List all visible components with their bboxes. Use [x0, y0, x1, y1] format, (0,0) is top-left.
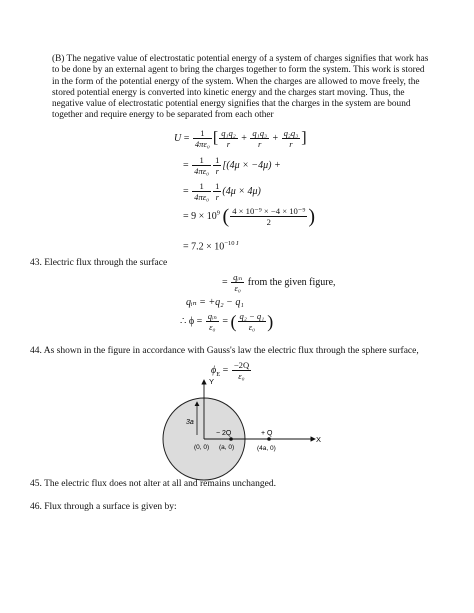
question-45-text: 45. The electric flux does not alter at all and remains unchanged.: [30, 479, 276, 489]
from-figure-text: from the given figure,: [247, 276, 336, 288]
answer-b-line: together and require energy to be separated from each other: [52, 110, 274, 121]
charge-outside-label: + Q: [261, 430, 273, 437]
energy-eq-line-4: = $9 \times 10^9$ ( $\frac{\text{4 × 10⁻⁹ × −4 × 10⁻⁹}}{2}$ ): [183, 205, 315, 228]
term-q1q3: $\frac{\text{q₁q₃}}{r}$: [252, 128, 267, 149]
charge-inside-label: − 2Q: [216, 430, 232, 437]
coulomb-constant-fraction: $\frac{1}{\text{4πε₀}}$: [194, 128, 210, 149]
energy-eq-line-5: = $7.2 \times 10^{-10 J}$: [183, 240, 239, 253]
flux-definition: = $\frac{\text{qᵢₙ}}{\text{ε₀}}$ from the given figure,: [222, 272, 336, 293]
equals-sign: =: [183, 132, 190, 144]
point-a-label: (a, 0): [219, 444, 235, 451]
energy-eq-line-2: = $\frac{1}{\text{4πε₀}}$ $\frac{1}{r}$ [(4μ × −4μ) +: [183, 155, 281, 176]
answer-b-line: stored potential energy is converted into kinetic energy and the charges start moving. Thus, the: [52, 87, 405, 98]
energy-result: = 7.2 × 10: [183, 241, 225, 253]
charge-enclosed-line: qᵢₙ = +q₂ − q₁: [186, 297, 244, 308]
term-q2q3: $\frac{\text{q₂q₃}}{r}$: [283, 128, 299, 149]
answer-b-line: (B) The negative value of electrostatic potential energy of a system of charges signifies that work has: [52, 54, 429, 64]
radius-label: 3a: [186, 419, 194, 426]
flux-result-line: ∴ ϕ = $\frac{\text{qᵢₙ}}{\text{ε₀}}$ = ( $\frac{\text{q₂ − q₁}}{\text{ε₀}}$ ): [180, 311, 274, 332]
bracket-expression: [(4μ × −4μ) +: [222, 159, 281, 171]
question-44-heading: 44. As shown in the figure in accordance with Gauss's law the electric flux through the sphere surface,: [30, 346, 419, 356]
energy-symbol: U: [174, 132, 182, 144]
charge-plus-q-point: [267, 437, 271, 441]
question-46-text: 46. Flux through a surface is given by:: [30, 502, 177, 512]
answer-b-line: in the form of the potential energy of the system. When the charges are allowed to move freely, the: [52, 76, 420, 87]
y-axis-label: Y: [209, 377, 215, 386]
answer-b-paragraph: [52, 54, 440, 122]
numerator-value: 4 × 10⁻⁹ × −4 × 10⁻⁹: [232, 206, 306, 216]
charge-minus-2q-point: [229, 437, 233, 441]
origin-label: (0, 0): [194, 444, 210, 451]
question-43-heading: 43. Electric flux through the surface: [30, 258, 168, 268]
gauss-sphere-figure: [150, 375, 330, 485]
paren-expression: (4μ × 4μ): [222, 185, 261, 197]
x-axis-label: X: [316, 435, 322, 444]
energy-eq-line-3: = $\frac{1}{\text{4πε₀}}$ $\frac{1}{r}$ (4μ × 4μ): [183, 181, 261, 202]
energy-eq-line-1: U = $\frac{1}{\text{4πε₀}}$ [ $\frac{\text{q₁q₂}}{r}$ + $\frac{\text{q₁q₃}}{r}$ + $\frac{\text{q₂q₃}}{r}$ ]: [174, 128, 307, 149]
point-4a-label: (4a, 0): [257, 445, 276, 452]
answer-b-line: negative value of electrostatic potential energy signifies that the charges in the system are bound: [52, 99, 411, 110]
answer-b-line: to be done by an external agent to bring the charges together to form the system. This work is stored: [52, 65, 425, 76]
gauss-law-flux: $\phi_E$ = $\frac{-2Q}{\text{ε₀}}$: [211, 360, 250, 381]
term-q1q2: $\frac{\text{q₁q₂}}{r}$: [221, 128, 236, 149]
